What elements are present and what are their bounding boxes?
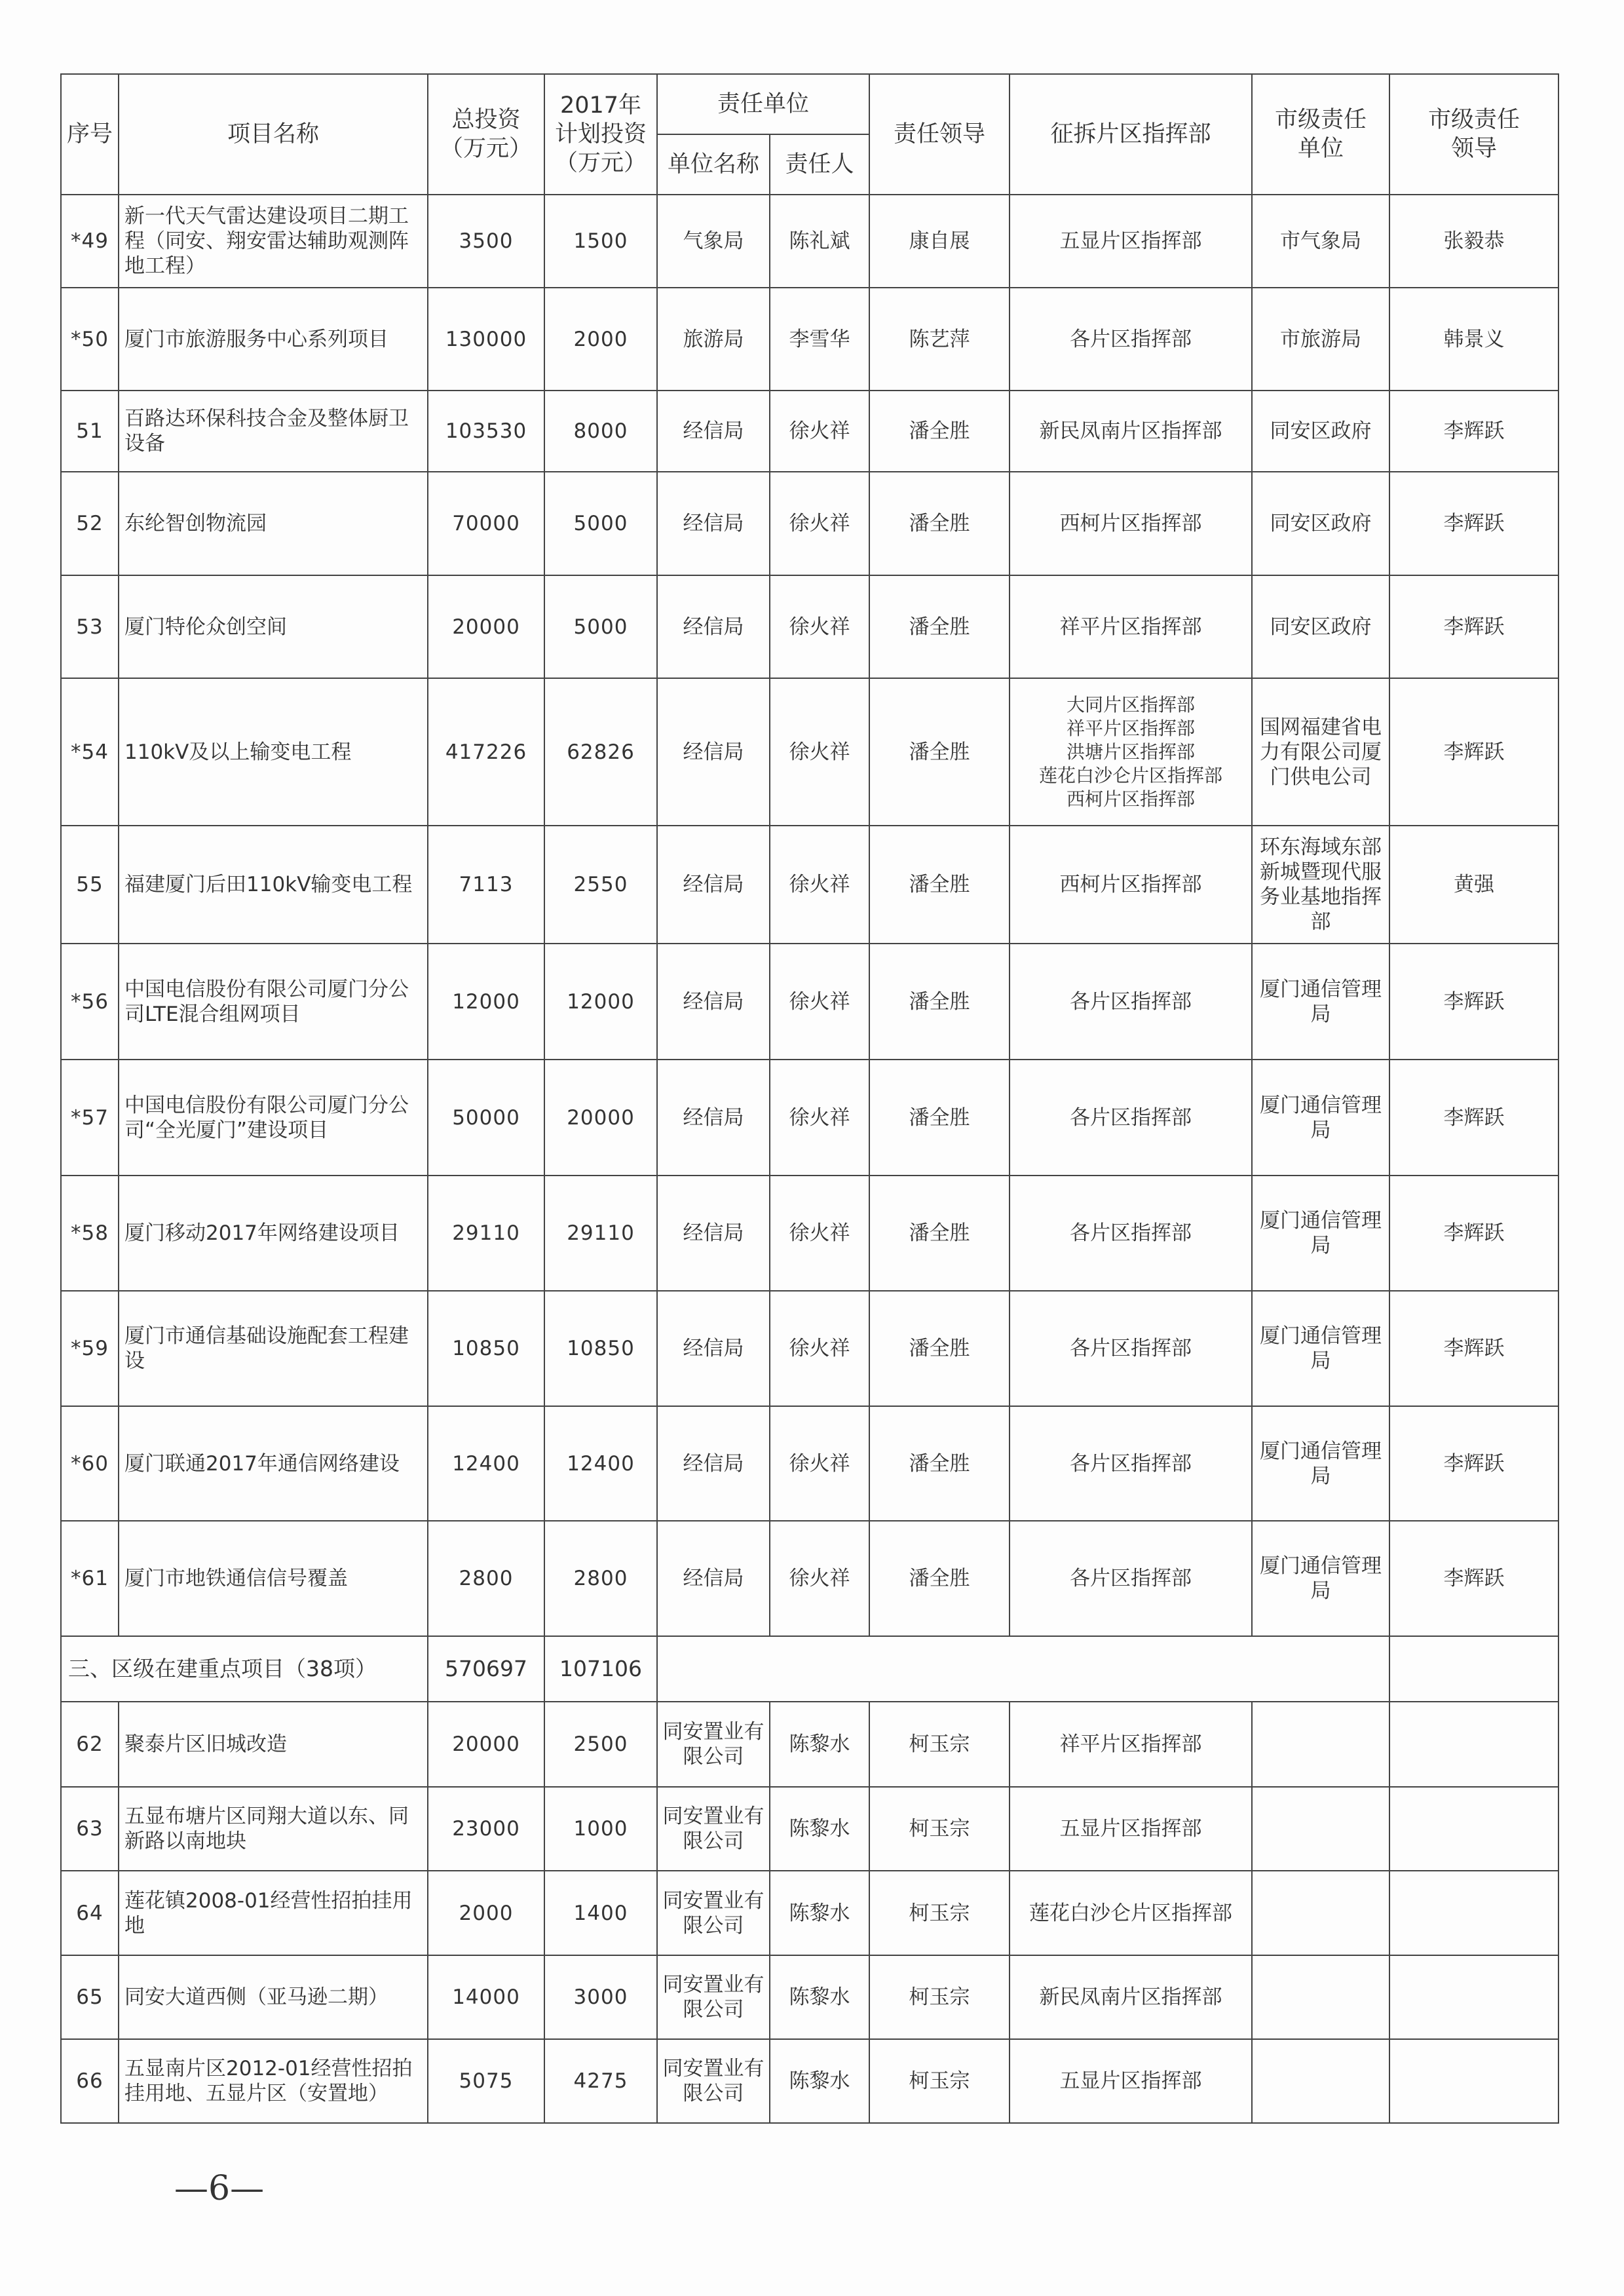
row-seq: 53 — [61, 575, 119, 678]
row-responsible-person: 徐火祥 — [770, 472, 869, 575]
row-plan-investment: 62826 — [544, 678, 657, 826]
row-responsible-person: 徐火祥 — [770, 1406, 869, 1521]
row-responsible-leader: 陈艺萍 — [869, 288, 1010, 391]
row-city-leader: 李辉跃 — [1389, 1291, 1558, 1406]
row-plan-investment: 20000 — [544, 1060, 657, 1176]
row-city-unit: 市旅游局 — [1252, 288, 1389, 391]
row-seq: *61 — [61, 1521, 119, 1636]
row-demolition-hq: 新民凤南片区指挥部 — [1010, 1955, 1252, 2039]
row-unit-name: 同安置业有限公司 — [657, 1955, 770, 2039]
row-unit-name: 同安置业有限公司 — [657, 2039, 770, 2123]
row-seq: *58 — [61, 1176, 119, 1291]
table-row — [61, 1060, 1558, 1176]
section-row — [61, 1636, 1558, 1702]
row-seq: *54 — [61, 678, 119, 826]
header-unit-person: 责任人 — [770, 134, 869, 195]
hq-line: 西柯片区指挥部 — [1067, 788, 1196, 810]
table-row — [61, 288, 1558, 391]
row-seq: 66 — [61, 2039, 119, 2123]
row-city-leader: 李辉跃 — [1389, 575, 1558, 678]
row-responsible-person: 徐火祥 — [770, 391, 869, 472]
row-responsible-person: 陈黎水 — [770, 1955, 869, 2039]
row-project-name: 莲花镇2008-01经营性招拍挂用地 — [119, 1871, 428, 1955]
row-city-leader: 李辉跃 — [1389, 1176, 1558, 1291]
row-demolition-hq: 西柯片区指挥部 — [1010, 826, 1252, 944]
row-responsible-leader: 康自展 — [869, 195, 1010, 288]
row-demolition-hq: 五显片区指挥部 — [1010, 1787, 1252, 1871]
row-project-name: 厦门特伦众创空间 — [119, 575, 428, 678]
row-total-investment: 20000 — [428, 575, 544, 678]
row-city-leader: 李辉跃 — [1389, 472, 1558, 575]
row-plan-investment: 5000 — [544, 575, 657, 678]
row-project-name: 厦门移动2017年网络建设项目 — [119, 1176, 428, 1291]
row-responsible-person: 徐火祥 — [770, 944, 869, 1060]
row-plan-investment: 4275 — [544, 2039, 657, 2123]
section-block — [61, 1636, 1558, 1702]
row-demolition-hq: 新民凤南片区指挥部 — [1010, 391, 1252, 472]
row-responsible-person: 徐火祥 — [770, 826, 869, 944]
table-row — [61, 944, 1558, 1060]
row-seq: 65 — [61, 1955, 119, 2039]
row-unit-name: 同安置业有限公司 — [657, 1787, 770, 1871]
row-demolition-hq: 各片区指挥部 — [1010, 944, 1252, 1060]
section-total: 570697 — [428, 1636, 544, 1702]
row-unit-name: 经信局 — [657, 1406, 770, 1521]
table-row — [61, 575, 1558, 678]
row-demolition-hq: 五显片区指挥部 — [1010, 2039, 1252, 2123]
row-unit-name: 旅游局 — [657, 288, 770, 391]
table-row — [61, 195, 1558, 288]
row-city-unit — [1252, 1871, 1389, 1955]
table-row — [61, 1702, 1558, 1787]
project-rows-a — [61, 195, 1558, 1636]
header-leader: 责任领导 — [869, 74, 1010, 195]
table-row — [61, 391, 1558, 472]
row-city-unit: 国网福建省电力有限公司厦门供电公司 — [1252, 678, 1389, 826]
row-responsible-leader: 潘全胜 — [869, 1176, 1010, 1291]
row-total-investment: 417226 — [428, 678, 544, 826]
page-number: —6— — [174, 2169, 265, 2208]
row-total-investment: 10850 — [428, 1291, 544, 1406]
row-plan-investment: 1500 — [544, 195, 657, 288]
row-demolition-hq: 祥平片区指挥部 — [1010, 575, 1252, 678]
row-city-unit: 厦门通信管理局 — [1252, 1291, 1389, 1406]
row-seq: *60 — [61, 1406, 119, 1521]
row-total-investment: 12400 — [428, 1406, 544, 1521]
row-responsible-leader: 柯玉宗 — [869, 1787, 1010, 1871]
row-city-unit — [1252, 2039, 1389, 2123]
row-plan-investment: 2550 — [544, 826, 657, 944]
row-total-investment: 50000 — [428, 1060, 544, 1176]
row-project-name: 厦门市通信基础设施配套工程建设 — [119, 1291, 428, 1406]
row-responsible-leader: 潘全胜 — [869, 1060, 1010, 1176]
hq-line: 大同片区指挥部 — [1067, 693, 1196, 716]
row-seq: *57 — [61, 1060, 119, 1176]
header-resp-unit: 责任单位 — [657, 74, 869, 134]
row-unit-name: 经信局 — [657, 826, 770, 944]
header-total: 总投资 （万元） — [428, 74, 544, 195]
row-project-name: 中国电信股份有限公司厦门分公司LTE混合组网项目 — [119, 944, 428, 1060]
header-unit-name: 单位名称 — [657, 134, 770, 195]
row-responsible-person: 徐火祥 — [770, 1291, 869, 1406]
row-city-unit: 同安区政府 — [1252, 575, 1389, 678]
row-city-unit: 厦门通信管理局 — [1252, 944, 1389, 1060]
row-responsible-person: 李雪华 — [770, 288, 869, 391]
project-rows-b — [61, 1702, 1558, 2123]
row-demolition-hq: 西柯片区指挥部 — [1010, 472, 1252, 575]
row-unit-name: 同安置业有限公司 — [657, 1871, 770, 1955]
row-project-name: 福建厦门后田110kV输变电工程 — [119, 826, 428, 944]
row-city-leader — [1389, 2039, 1558, 2123]
header-plan: 2017年 计划投资 （万元） — [544, 74, 657, 195]
row-project-name: 110kV及以上输变电工程 — [119, 678, 428, 826]
section-empty — [657, 1636, 1389, 1702]
row-responsible-leader: 柯玉宗 — [869, 1871, 1010, 1955]
row-project-name: 五显布塘片区同翔大道以东、同新路以南地块 — [119, 1787, 428, 1871]
row-city-leader: 李辉跃 — [1389, 391, 1558, 472]
row-responsible-leader: 柯玉宗 — [869, 2039, 1010, 2123]
table-row — [61, 1787, 1558, 1871]
row-responsible-leader: 柯玉宗 — [869, 1955, 1010, 2039]
row-demolition-hq: 各片区指挥部 — [1010, 1176, 1252, 1291]
row-total-investment: 130000 — [428, 288, 544, 391]
header-name: 项目名称 — [119, 74, 428, 195]
row-total-investment: 3500 — [428, 195, 544, 288]
row-city-leader: 李辉跃 — [1389, 1521, 1558, 1636]
row-seq: *56 — [61, 944, 119, 1060]
row-project-name: 聚泰片区旧城改造 — [119, 1702, 428, 1787]
row-project-name: 厦门市地铁通信信号覆盖 — [119, 1521, 428, 1636]
row-demolition-hq: 各片区指挥部 — [1010, 288, 1252, 391]
row-city-leader — [1389, 1871, 1558, 1955]
row-total-investment: 29110 — [428, 1176, 544, 1291]
row-city-leader: 李辉跃 — [1389, 1060, 1558, 1176]
row-city-unit: 环东海域东部新城暨现代服务业基地指挥部 — [1252, 826, 1389, 944]
section-empty-last — [1389, 1636, 1558, 1702]
row-project-name: 五显南片区2012-01经营性招拍挂用地、五显片区（安置地） — [119, 2039, 428, 2123]
table-row — [61, 1521, 1558, 1636]
row-responsible-leader: 潘全胜 — [869, 575, 1010, 678]
section-plan: 107106 — [544, 1636, 657, 1702]
table-row — [61, 472, 1558, 575]
row-seq: *49 — [61, 195, 119, 288]
row-demolition-hq: 各片区指挥部 — [1010, 1406, 1252, 1521]
row-total-investment: 23000 — [428, 1787, 544, 1871]
row-seq: 62 — [61, 1702, 119, 1787]
row-responsible-person: 陈礼斌 — [770, 195, 869, 288]
table-row — [61, 2039, 1558, 2123]
project-table — [60, 73, 1559, 2124]
row-project-name: 厦门联通2017年通信网络建设 — [119, 1406, 428, 1521]
row-city-unit: 同安区政府 — [1252, 391, 1389, 472]
table-row — [61, 1291, 1558, 1406]
row-city-unit — [1252, 1955, 1389, 2039]
row-total-investment: 103530 — [428, 391, 544, 472]
row-responsible-leader: 潘全胜 — [869, 944, 1010, 1060]
table-row — [61, 1955, 1558, 2039]
row-seq: 51 — [61, 391, 119, 472]
row-unit-name: 同安置业有限公司 — [657, 1702, 770, 1787]
row-responsible-person: 陈黎水 — [770, 1787, 869, 1871]
row-seq: *50 — [61, 288, 119, 391]
row-responsible-leader: 潘全胜 — [869, 391, 1010, 472]
row-responsible-person: 徐火祥 — [770, 575, 869, 678]
header-seq: 序号 — [61, 74, 119, 195]
row-plan-investment: 2800 — [544, 1521, 657, 1636]
table-row — [61, 1406, 1558, 1521]
row-demolition-hq — [1010, 678, 1252, 826]
row-plan-investment: 12000 — [544, 944, 657, 1060]
row-responsible-leader: 潘全胜 — [869, 1521, 1010, 1636]
row-city-leader — [1389, 1955, 1558, 2039]
row-seq: 55 — [61, 826, 119, 944]
row-responsible-person: 徐火祥 — [770, 678, 869, 826]
row-plan-investment: 29110 — [544, 1176, 657, 1291]
row-total-investment: 5075 — [428, 2039, 544, 2123]
row-unit-name: 经信局 — [657, 1176, 770, 1291]
row-demolition-hq: 祥平片区指挥部 — [1010, 1702, 1252, 1787]
row-responsible-person: 徐火祥 — [770, 1060, 869, 1176]
row-total-investment: 70000 — [428, 472, 544, 575]
row-city-leader — [1389, 1702, 1558, 1787]
row-seq: *59 — [61, 1291, 119, 1406]
row-plan-investment: 1400 — [544, 1871, 657, 1955]
row-city-leader: 张毅恭 — [1389, 195, 1558, 288]
row-responsible-leader: 潘全胜 — [869, 1406, 1010, 1521]
row-total-investment: 14000 — [428, 1955, 544, 2039]
row-unit-name: 经信局 — [657, 575, 770, 678]
row-unit-name: 经信局 — [657, 1291, 770, 1406]
row-city-unit: 同安区政府 — [1252, 472, 1389, 575]
row-demolition-hq: 莲花白沙仑片区指挥部 — [1010, 1871, 1252, 1955]
row-total-investment: 7113 — [428, 826, 544, 944]
header-city-leader: 市级责任 领导 — [1389, 74, 1558, 195]
row-responsible-person: 徐火祥 — [770, 1521, 869, 1636]
hq-line: 祥平片区指挥部 — [1067, 717, 1196, 739]
row-unit-name: 气象局 — [657, 195, 770, 288]
row-unit-name: 经信局 — [657, 391, 770, 472]
row-project-name: 中国电信股份有限公司厦门分公司“全光厦门”建设项目 — [119, 1060, 428, 1176]
row-project-name: 百路达环保科技合金及整体厨卫设备 — [119, 391, 428, 472]
row-seq: 64 — [61, 1871, 119, 1955]
row-city-unit: 厦门通信管理局 — [1252, 1521, 1389, 1636]
row-city-leader: 黄强 — [1389, 826, 1558, 944]
row-demolition-hq: 各片区指挥部 — [1010, 1060, 1252, 1176]
row-plan-investment: 2000 — [544, 288, 657, 391]
row-plan-investment: 1000 — [544, 1787, 657, 1871]
header-hq: 征拆片区指挥部 — [1010, 74, 1252, 195]
row-responsible-leader: 潘全胜 — [869, 1291, 1010, 1406]
table-row — [61, 1176, 1558, 1291]
row-unit-name: 经信局 — [657, 1060, 770, 1176]
row-project-name: 东纶智创物流园 — [119, 472, 428, 575]
row-unit-name: 经信局 — [657, 472, 770, 575]
table-row — [61, 1871, 1558, 1955]
row-city-leader — [1389, 1787, 1558, 1871]
table-row — [61, 826, 1558, 944]
row-demolition-hq: 各片区指挥部 — [1010, 1291, 1252, 1406]
hq-line: 洪塘片区指挥部 — [1067, 740, 1196, 763]
row-responsible-person: 陈黎水 — [770, 1871, 869, 1955]
row-city-leader: 韩景义 — [1389, 288, 1558, 391]
row-demolition-hq: 五显片区指挥部 — [1010, 195, 1252, 288]
row-city-unit: 厦门通信管理局 — [1252, 1060, 1389, 1176]
row-total-investment: 12000 — [428, 944, 544, 1060]
row-plan-investment: 12400 — [544, 1406, 657, 1521]
row-total-investment: 20000 — [428, 1702, 544, 1787]
row-city-unit — [1252, 1787, 1389, 1871]
table-row — [61, 678, 1558, 826]
row-city-unit: 厦门通信管理局 — [1252, 1176, 1389, 1291]
row-total-investment: 2000 — [428, 1871, 544, 1955]
hq-line: 莲花白沙仑片区指挥部 — [1039, 764, 1223, 786]
row-responsible-person: 陈黎水 — [770, 1702, 869, 1787]
row-city-leader: 李辉跃 — [1389, 944, 1558, 1060]
row-unit-name: 经信局 — [657, 944, 770, 1060]
row-seq: 63 — [61, 1787, 119, 1871]
row-city-unit: 市气象局 — [1252, 195, 1389, 288]
row-responsible-person: 陈黎水 — [770, 2039, 869, 2123]
row-project-name: 新一代天气雷达建设项目二期工程（同安、翔安雷达辅助观测阵地工程） — [119, 195, 428, 288]
row-unit-name: 经信局 — [657, 678, 770, 826]
row-city-leader: 李辉跃 — [1389, 678, 1558, 826]
row-plan-investment: 8000 — [544, 391, 657, 472]
section-title: 三、区级在建重点项目（38项） — [61, 1636, 428, 1702]
row-demolition-hq: 各片区指挥部 — [1010, 1521, 1252, 1636]
row-responsible-leader: 潘全胜 — [869, 678, 1010, 826]
row-responsible-leader: 潘全胜 — [869, 472, 1010, 575]
row-project-name: 厦门市旅游服务中心系列项目 — [119, 288, 428, 391]
row-plan-investment: 2500 — [544, 1702, 657, 1787]
row-city-unit — [1252, 1702, 1389, 1787]
row-project-name: 同安大道西侧（亚马逊二期） — [119, 1955, 428, 2039]
row-plan-investment: 10850 — [544, 1291, 657, 1406]
row-responsible-leader: 潘全胜 — [869, 826, 1010, 944]
row-unit-name: 经信局 — [657, 1521, 770, 1636]
row-responsible-person: 徐火祥 — [770, 1176, 869, 1291]
project-table-sheet — [60, 73, 1558, 2124]
row-responsible-leader: 柯玉宗 — [869, 1702, 1010, 1787]
row-plan-investment: 5000 — [544, 472, 657, 575]
row-city-unit: 厦门通信管理局 — [1252, 1406, 1389, 1521]
row-city-leader: 李辉跃 — [1389, 1406, 1558, 1521]
row-seq: 52 — [61, 472, 119, 575]
row-total-investment: 2800 — [428, 1521, 544, 1636]
row-plan-investment: 3000 — [544, 1955, 657, 2039]
header-city-unit: 市级责任 单位 — [1252, 74, 1389, 195]
